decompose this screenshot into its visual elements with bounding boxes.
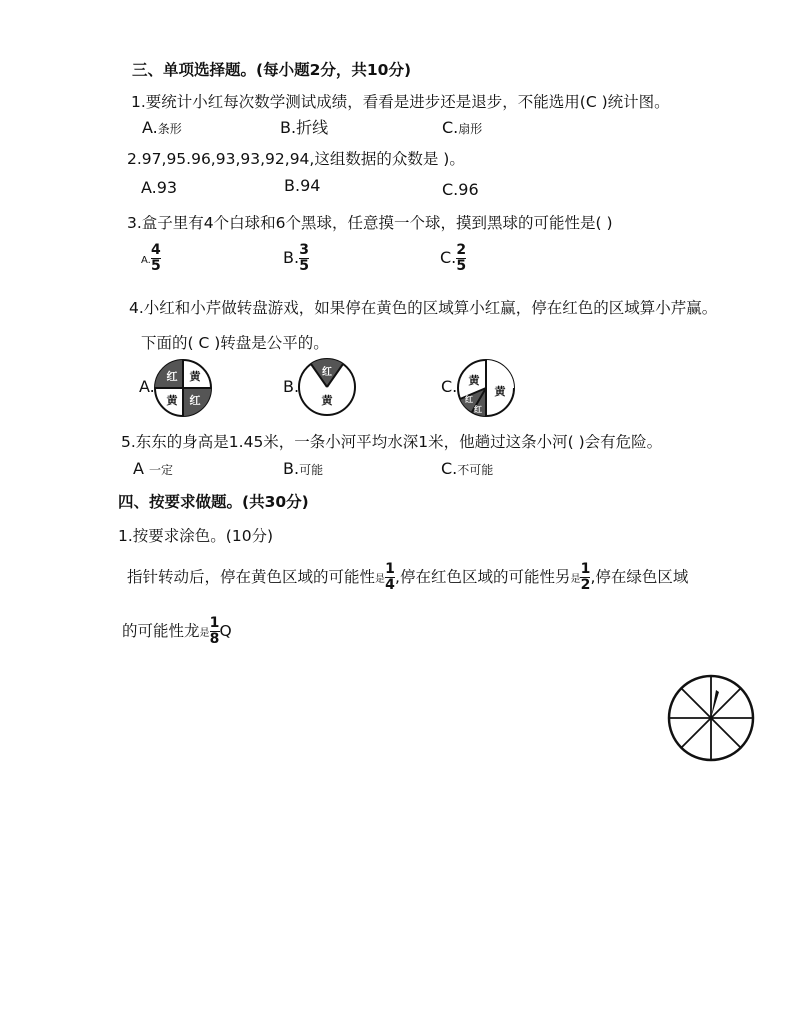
- coloring-instruction-line2: 的可能性龙是 $\frac{1}{8}$ Q: [122, 615, 232, 647]
- q1-option-c-text: 扇形: [458, 122, 483, 136]
- coloring-instruction-line1: 指针转动后，停在黄色区域的可能性是 $\frac{1}{4}$ ,停在红色区域的可能性另是 $\frac{1}{2}$ ,停在绿色区域: [127, 561, 689, 593]
- q5-option-c[interactable]: [441, 459, 493, 478]
- question-2-text: 2.97,95.96,93,93,92,94,这组数据的众数是 )。: [127, 150, 465, 168]
- fraction-2-5: $\frac{2}{5}$: [456, 242, 467, 274]
- fraction-1-4: $\frac{1}{4}$: [385, 561, 395, 593]
- spinner-c-label-2: 黄: [494, 385, 506, 398]
- q5-option-a-text: 一定: [149, 463, 174, 477]
- q1-option-b[interactable]: [280, 115, 328, 138]
- question-3-text: 3.盒子里有4个白球和6个黑球，任意摸一个球，摸到黑球的可能性是( ): [127, 214, 613, 232]
- q5-option-b-letter: B.: [283, 459, 300, 478]
- spinner-a-label-2: 黄: [189, 370, 201, 383]
- q5-option-a-letter: A: [133, 459, 144, 478]
- q3-option-a-letter: A.: [141, 255, 151, 266]
- spinner-a-label-1: 红: [166, 370, 178, 383]
- q4-option-a[interactable]: A.: [139, 377, 155, 396]
- q5-option-a[interactable]: [133, 459, 173, 478]
- q1-option-a-letter: A.: [142, 118, 158, 137]
- section4-title: 四、按要求做题。(共30分): [118, 493, 309, 511]
- q1-option-b-text: 折线: [296, 118, 329, 137]
- spinner-a-label-3: 黄: [166, 394, 178, 407]
- question-4-text-line2: 下面的( C )转盘是公平的。: [141, 334, 329, 352]
- q2-option-a[interactable]: A.93: [141, 178, 178, 197]
- spinner-a-label-4: 红: [189, 394, 201, 407]
- spinner-b-icon: [296, 356, 358, 418]
- q3-option-a[interactable]: [141, 243, 161, 274]
- q1-option-a[interactable]: [142, 118, 182, 137]
- q3-option-c[interactable]: [440, 243, 466, 274]
- q4-option-b[interactable]: B.: [283, 377, 300, 396]
- q1-option-b-letter: B.: [280, 118, 297, 137]
- spinner-a-icon: [150, 358, 214, 418]
- q2-option-b[interactable]: B.94: [284, 176, 321, 195]
- q3-option-b-letter: B.: [283, 248, 300, 267]
- fraction-4-5: $\frac{4}{5}$: [150, 242, 161, 274]
- question-5-text: 5.东东的身高是1.45米，一条小河平均水深1米，他趟过这条小河( )会有危险。: [121, 433, 663, 451]
- fraction-3-5: $\frac{3}{5}$: [299, 242, 309, 274]
- q1-option-c-letter: C.: [442, 118, 459, 137]
- coloring-spinner-icon[interactable]: [666, 674, 756, 762]
- q5-option-b-text: 可能: [299, 463, 324, 477]
- spinner-c-icon: [455, 357, 517, 419]
- spinner-c-label-3: 红: [474, 405, 482, 414]
- spinner-b-label-1: 红: [322, 367, 332, 378]
- question-1-text: 1.要统计小红每次数学测试成绩，看看是进步还是退步，不能选用(C )统计图。: [131, 93, 670, 111]
- q2-option-c[interactable]: C.96: [442, 180, 479, 199]
- q5-option-c-letter: C.: [441, 459, 458, 478]
- q1-option-c[interactable]: [442, 118, 482, 137]
- question-4-text-line1: 4.小红和小芹做转盘游戏，如果停在黄色的区域算小红赢，停在红色的区域算小芹赢。: [129, 299, 718, 317]
- q5-option-b[interactable]: [283, 459, 323, 478]
- fraction-1-8: $\frac{1}{8}$: [209, 615, 220, 647]
- spinner-c-label-1: 黄: [468, 374, 480, 387]
- q4-option-c[interactable]: C.: [441, 377, 458, 396]
- q3-option-c-letter: C.: [440, 248, 457, 267]
- section3-title: 三、单项选择题。(每小题2分，共10分): [132, 61, 412, 79]
- q1-option-a-text: 条形: [157, 122, 182, 136]
- section4-question-1-text: 1.按要求涂色。(10分): [118, 527, 274, 545]
- fraction-1-2: $\frac{1}{2}$: [580, 561, 591, 593]
- q5-option-c-text: 不可能: [457, 463, 494, 477]
- spinner-c-label-4: 红: [465, 395, 473, 404]
- spinner-b-label-2: 黄: [321, 394, 333, 407]
- q3-option-b[interactable]: [283, 243, 309, 274]
